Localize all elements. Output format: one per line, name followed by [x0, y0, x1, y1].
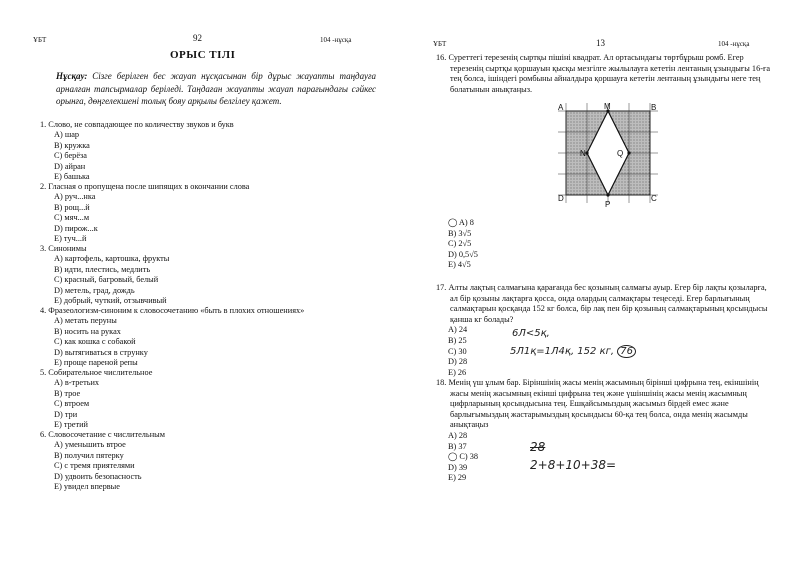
label-m: M	[604, 103, 611, 111]
question-stem: 6. Словосочетание с числительным	[40, 430, 165, 439]
option-e[interactable]: E) третий	[54, 420, 88, 430]
handwritten-note-2: 5Л1қ=1Л4қ, 152 кг, 76	[510, 345, 636, 358]
instructions-lead: Нұсқау:	[56, 71, 88, 81]
question-stem: 18. Менің үш ұлым бар. Біріншінің жасы менің жасымның бірінші цифрына тең, екіншінің жасы менің жасымның екінші цифрына тең және үшіншінің жасы менің жасымның цифрларының қосындысына тең. Ешқайсымыздың жасымыз бірдей емес және барлығымыздың жастарымыздың қосындысы 60-қа тең болса, онда менің жасымды анықтаңыз	[436, 378, 759, 430]
option-c[interactable]: C) красный, багровый, белый	[54, 275, 159, 285]
question-16-options	[436, 218, 556, 271]
variant-label: 104 -нұсқа	[718, 40, 750, 48]
label-c: C	[651, 194, 657, 203]
question-stem: 16. Суреттегі терезенің сыртқы пішіні квадрат. Ал ортасындағы төртбұрыш ромб. Егер терезенің сыртқы қоршауын қысқы мезгілге жылылауға кететін лентаның ұзындығы 16-ға тең болса, ішіндегі ромбыны айналдыра қоршауға кететін лентаның ұзындығы неге тең болатынын анықтаңыз.	[436, 53, 771, 94]
rhombus-window-figure	[558, 103, 658, 213]
option-a[interactable]: A) уменьшить втрое	[54, 440, 126, 450]
question-stem: 1. Слово, не совпадающее по количеству звуков и букв	[40, 120, 234, 129]
question-3	[40, 244, 169, 306]
question-6	[40, 430, 165, 492]
option-d[interactable]: D) пирож...к	[54, 223, 98, 233]
option-e[interactable]: E) проще пареной репы	[54, 358, 138, 368]
question-16	[436, 53, 776, 95]
option-d[interactable]: D) айран	[54, 161, 86, 171]
handwritten-note-1: 6Л<5қ,	[512, 328, 550, 339]
option-a[interactable]: A) 24	[448, 325, 468, 335]
option-b[interactable]: B) кружка	[54, 140, 90, 150]
header-left-label: ҰБТ	[33, 36, 47, 44]
option-c[interactable]: C) как кошка с собакой	[54, 337, 136, 347]
page-number: 13	[596, 38, 605, 48]
question-stem: 4. Фразеологизм-синоним к словосочетанию «быть в плохих отношениях»	[40, 306, 305, 315]
header-left-label: ҰБТ	[433, 40, 447, 48]
option-c[interactable]: C) 2√5	[448, 239, 472, 249]
question-4	[40, 306, 304, 368]
option-b[interactable]: B) 37	[448, 441, 467, 451]
option-c[interactable]: C) 30	[448, 346, 467, 356]
option-d[interactable]: D) удвоить безопасность	[54, 471, 142, 481]
variant-label: 104 -нұсқа	[320, 36, 352, 44]
question-1	[40, 120, 234, 182]
label-q: Q	[617, 149, 624, 158]
option-c[interactable]: C) берёза	[54, 151, 87, 161]
option-a[interactable]: A) шар	[54, 130, 80, 140]
option-e[interactable]: E) добрый, чуткий, отзывчивый	[54, 296, 167, 306]
option-a[interactable]: A) метать перуны	[54, 316, 117, 326]
label-p: P	[605, 200, 611, 209]
question-stem: 2. Гласная о пропущена после шипящих в окончании слова	[40, 182, 250, 191]
option-d[interactable]: D) три	[54, 409, 78, 419]
page-number: 92	[193, 33, 202, 43]
option-d[interactable]: D) вытягиваться в струнку	[54, 347, 148, 357]
option-b[interactable]: B) трое	[54, 388, 81, 398]
subject-title: ОРЫС ТІЛІ	[170, 49, 236, 61]
label-d: D	[558, 194, 564, 203]
option-a[interactable]: A) картофель, картошка, фрукты	[54, 254, 170, 264]
option-e[interactable]: E) туч...й	[54, 234, 87, 244]
question-stem: 3. Синонимы	[40, 244, 87, 253]
circled-answer: 76	[617, 345, 636, 358]
option-c[interactable]: C) мяч...м	[54, 213, 90, 223]
option-d[interactable]: D) 28	[448, 357, 468, 367]
option-c[interactable]: C) втроем	[54, 399, 90, 409]
question-2	[40, 182, 249, 244]
option-d[interactable]: D) 0,5√5	[448, 249, 478, 259]
option-e[interactable]: E) 26	[448, 367, 467, 377]
option-a[interactable]: ◯ A) 8	[448, 218, 474, 227]
question-17	[436, 283, 776, 378]
option-e[interactable]: E) 29	[448, 473, 467, 483]
answer-mark-icon: ◯	[448, 452, 458, 462]
handwritten-scribble: 28	[530, 440, 546, 454]
option-c[interactable]: C) с тремя приятелями	[54, 461, 135, 471]
question-5	[40, 368, 152, 430]
option-e[interactable]: E) 4√5	[448, 260, 471, 270]
label-n: N	[580, 149, 586, 158]
option-b[interactable]: B) 3√5	[448, 228, 472, 238]
option-c[interactable]: ◯ C) 38	[448, 452, 479, 462]
option-e[interactable]: E) увидел впервые	[54, 482, 120, 492]
instructions	[56, 70, 376, 108]
option-b[interactable]: B) идти, плестись, медлить	[54, 264, 151, 274]
answer-mark-icon: ◯	[448, 218, 458, 227]
option-b[interactable]: B) носить на руках	[54, 326, 121, 336]
option-a[interactable]: A) в-третьих	[54, 378, 100, 388]
handwritten-note-3: 2+8+10+38=	[530, 458, 617, 472]
option-d[interactable]: D) 39	[448, 462, 468, 472]
question-stem: 17. Алты лақтың салмағына қарағанда бес қозының салмағы ауыр. Егер бір лақты қозыларға, ал бір қозыны лақтарға қосса, онда олардың салмақтары теңеседі. Егер барлығының салмақтарын қосқанда 152 кг болса, бір лақ пен бір қозының салмақтарының қосындысы қанша кг болады?	[436, 283, 768, 324]
right-page	[400, 0, 800, 569]
instructions-text: Сізге берілген бес жауап нұсқасынан бір дұрыс жауапты таңдауға арналған тапсырмалар беріледі. Таңдаған жауапты жауап парағындағы сәйкес орынға, дөңгелекшені толық бояу арқылы белгілеу қажет.	[56, 71, 376, 107]
option-e[interactable]: E) башька	[54, 172, 90, 182]
option-d[interactable]: D) метель, град, дождь	[54, 285, 135, 295]
option-a[interactable]: A) 28	[448, 430, 468, 440]
option-b[interactable]: B) рощ...й	[54, 202, 90, 212]
label-b: B	[651, 103, 657, 112]
question-stem: 5. Собирательное числительное	[40, 368, 153, 377]
option-a[interactable]: A) руч...нка	[54, 192, 96, 202]
option-b[interactable]: B) 25	[448, 335, 467, 345]
option-b[interactable]: B) получил пятерку	[54, 450, 124, 460]
label-a: A	[558, 103, 564, 112]
